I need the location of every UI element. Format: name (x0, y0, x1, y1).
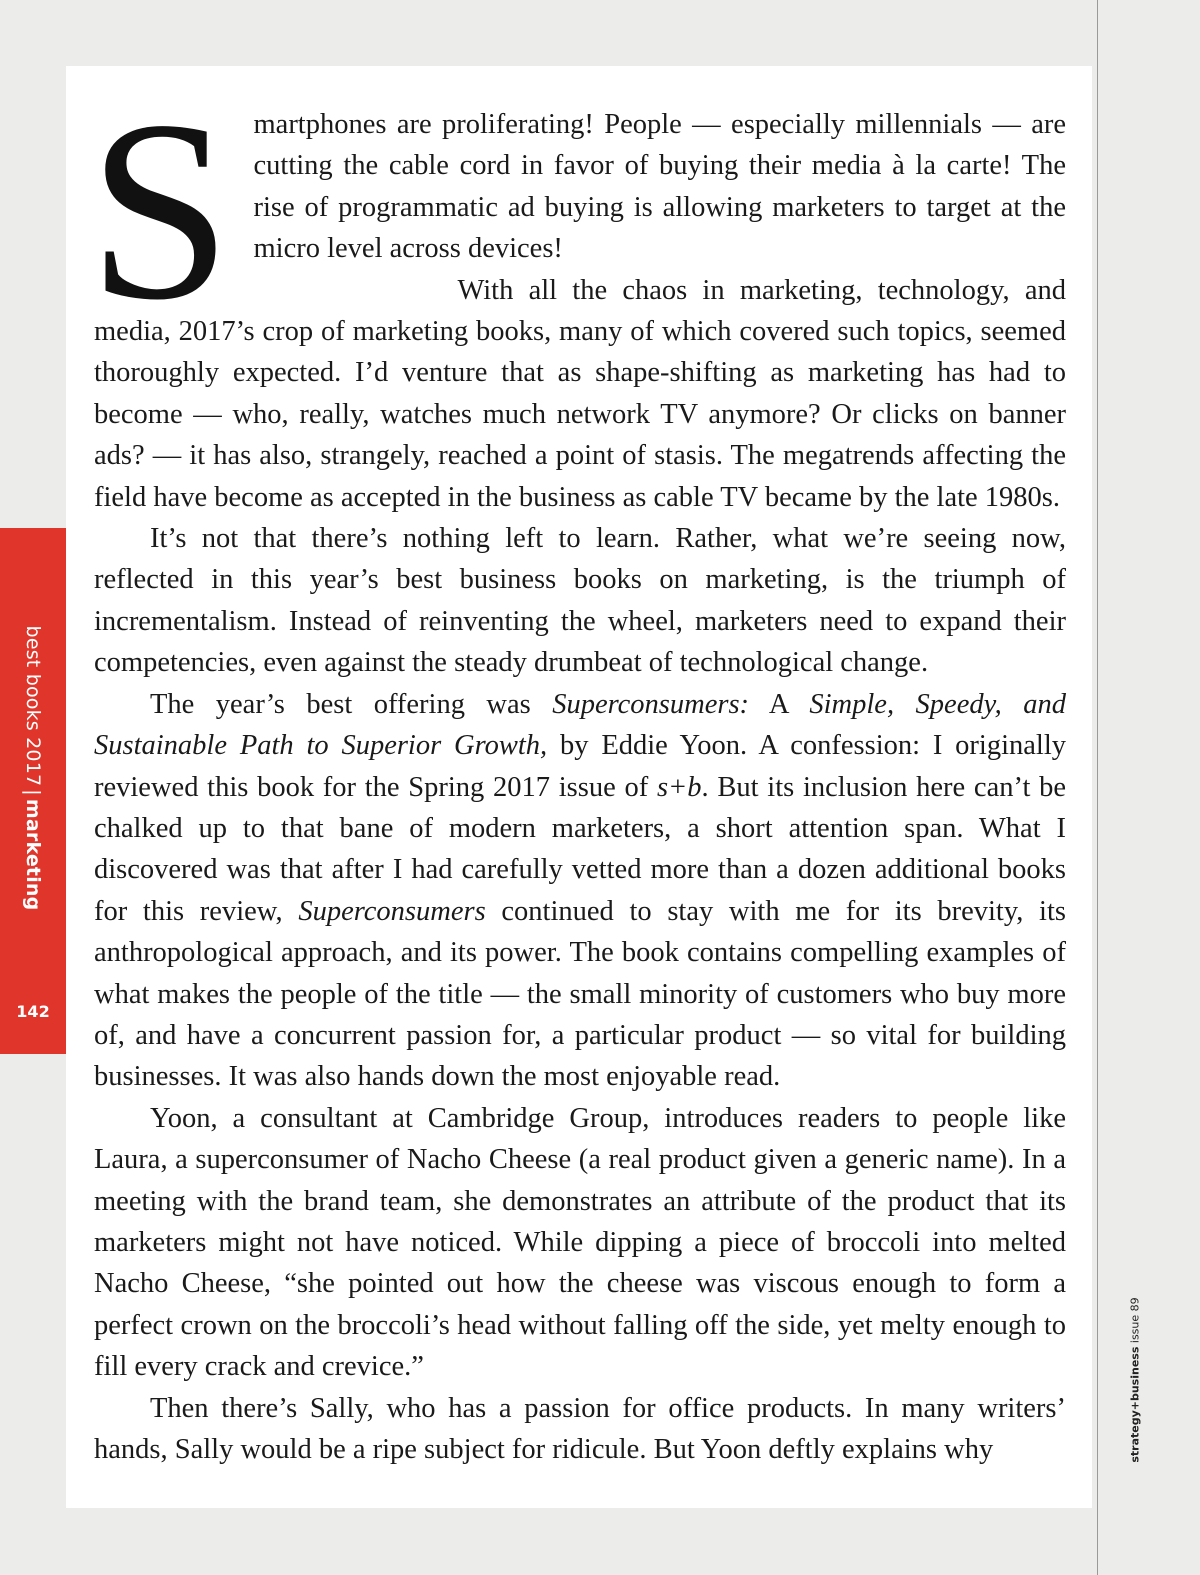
gutter-rule (1097, 0, 1098, 1575)
page-number: 142 (16, 1002, 50, 1021)
book-title-main: Superconsumers: (552, 688, 750, 720)
paragraph-1-text: martphones are proliferating! People — especially millennials — are cutting the cable cord in favor of buying their media à la carte! The rise of programmatic ad buying is allowing marketers to target at the micro level across devices! (253, 109, 1066, 265)
issue-label: issue 89 (1128, 1297, 1142, 1344)
section-name: marketing (22, 798, 44, 911)
publication-ref: s+b (656, 771, 702, 803)
paragraph-4 (94, 684, 1066, 1098)
drop-cap: S (88, 67, 232, 353)
p4-text-e: continued to stay with me for its brevity, its anthropological approach, and its power. The book contains compelling examples of what makes the people of the title — the small minority of customers who buy more of, and have a concurrent passion for, a particular product — so vital for building businesses. It was also hands down the most enjoyable read. (94, 895, 1066, 1093)
p4-text-a: The year’s best offering was (150, 688, 553, 720)
running-foot (1129, 1297, 1142, 1462)
section-separator: | (22, 789, 44, 796)
article-body (88, 67, 1066, 1470)
paragraph-2: With all the chaos in marketing, technology, and media, 2017’s crop of marketing books, many of which covered such topics, seemed thoroughly expected. I’d venture that as shape-shifting as marketing has had to become — who, really, watches much network TV anymore? Or clicks on banner ads? — it has also, strangely, reached a point of stasis. The megatrends affecting the field have become as accepted in the business as cable TV became by the late 1980s. (94, 274, 1066, 513)
p4-text-b: A (749, 688, 810, 720)
p4-text-d: . But its inclusion here can’t be chalked up to that bane of modern marketers, a short attention span. What I discovered was that after I had carefully vetted more than a dozen additional books for this review, (94, 771, 1066, 927)
publication-name: strategy+business (1128, 1346, 1142, 1463)
book-subtitle: Simple, Speedy, and Sustainable Path to Superior Growth, (94, 688, 1066, 762)
paragraph-1 (88, 67, 1066, 353)
book-title-ref: Superconsumers (298, 895, 486, 927)
p4-text-c: by Eddie Yoon. A confession: I originally reviewed this book for the Spring 2017 issue of (94, 730, 1066, 803)
paragraph-3: It’s not that there’s nothing left to learn. Rather, what we’re seeing now, reflected in this year’s best business books on marketing, is the triumph of incrementalism. Instead of reinventing the wheel, marketers need to expand their competencies, even against the steady drumbeat of technological change. (94, 523, 1066, 679)
section-tab-label (22, 626, 44, 911)
section-prefix: best books 2017 (22, 625, 44, 787)
paragraph-6: Then there’s Sally, who has a passion for office products. In many writers’ hands, Sally would be a ripe subject for ridicule. But Yoon deftly explains why (94, 1392, 1066, 1465)
paragraph-5: Yoon, a consultant at Cambridge Group, introduces readers to people like Laura, a superconsumer of Nacho Cheese (a real product given a generic name). In a meeting with the brand team, she demonstrates an attribute of the product that its marketers might not have noticed. While dipping a piece of broccoli into melted Nacho Cheese, “she pointed out how the cheese was viscous enough to form a perfect crown on the broccoli’s head without falling off the side, yet melty enough to fill every crack and crevice.” (94, 1102, 1066, 1383)
